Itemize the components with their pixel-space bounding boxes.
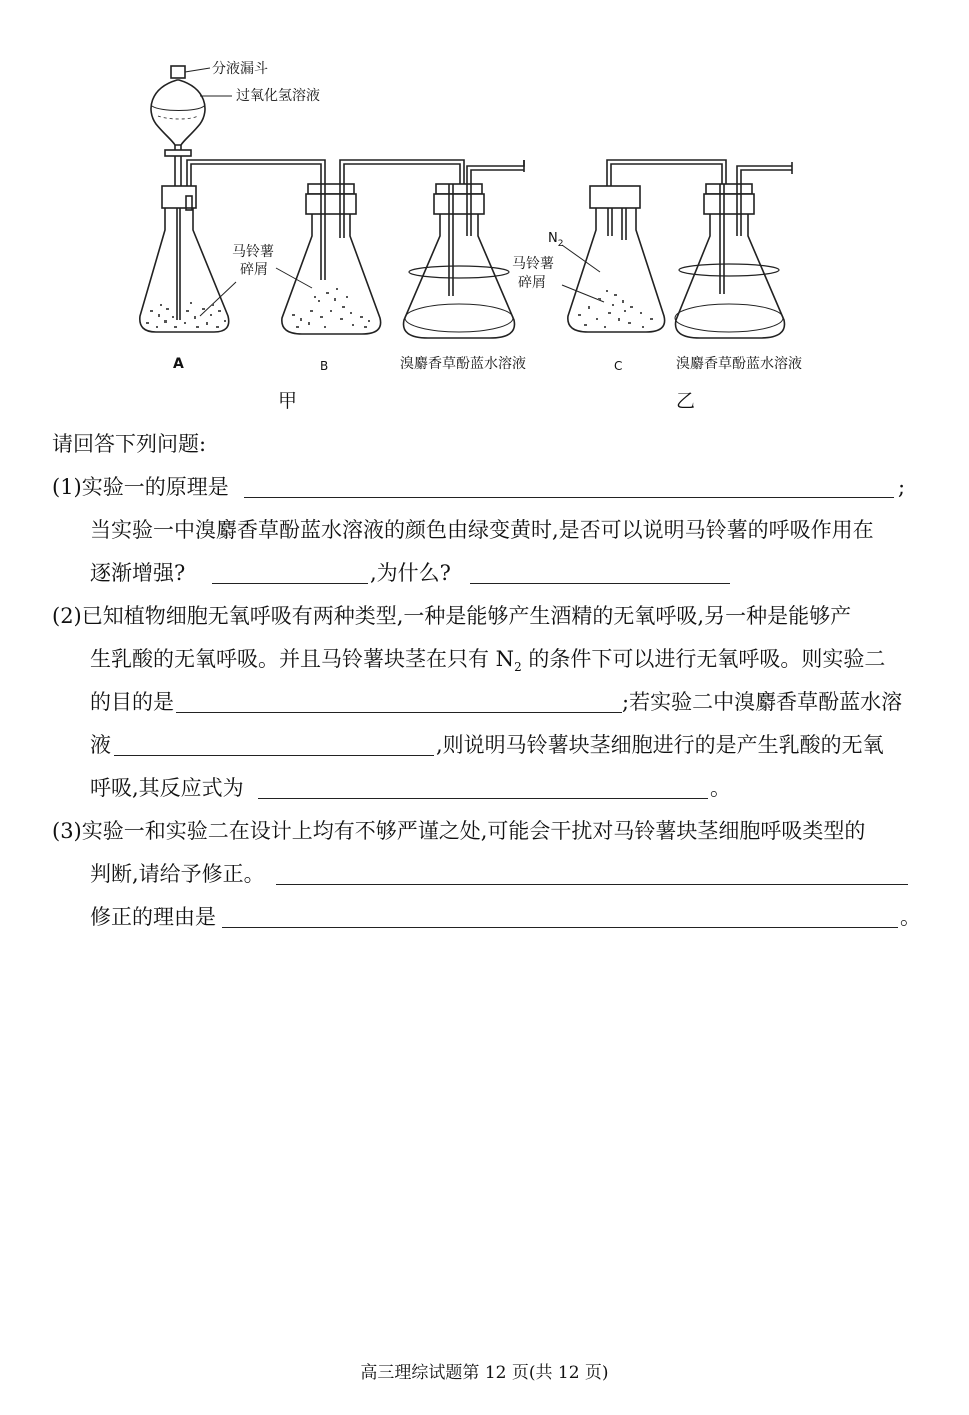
caption-yi: 乙 [676,390,696,412]
caption-jia: 甲 [278,390,298,412]
q2-answer-equation[interactable] [258,798,708,799]
q3-line-2 [0,854,969,894]
apparatus-figure [0,0,969,420]
label-h2o2: 过氧化氢溶液 [236,88,320,104]
label-potato-b-2: 碎屑 [240,262,268,278]
q2-line-4 [0,725,969,765]
q3-line-3 [0,897,969,937]
q1-answer-principle[interactable] [244,497,894,498]
q2-text-5b: 。 [710,776,731,800]
delivery-tube-a-b [187,160,325,184]
q1-answer-reason[interactable] [470,583,730,584]
label-solution-2: 溴麝香草酚蓝水溶液 [676,356,802,372]
label-potato-c-2: 碎屑 [518,275,546,291]
intro-text: 请回答下列问题: [52,432,207,456]
q3-text-2: 判断,请给予修正。 [90,862,265,886]
label-flask-c: C [614,359,623,373]
q1-line-3 [0,553,969,593]
q2-text-1: (2)已知植物细胞无氧呼吸有两种类型,一种是能够产生酒精的无氧呼吸,另一种是能够产 [52,604,852,628]
q2-line-5 [0,768,969,808]
flask-bromothymol-2 [675,162,792,338]
q1-text-2: 当实验一中溴麝香草酚蓝水溶液的颜色由绿变黄时,是否可以说明马铃薯的呼吸作用在 [90,518,874,542]
q3-answer-reason[interactable] [222,927,898,928]
intro-line [0,424,969,464]
q1-text-1: (1)实验一的原理是 [52,475,229,499]
delivery-tube-yi [607,160,726,186]
label-potato-c-1: 马铃薯 [512,256,554,272]
q1-semicolon: ; [898,475,906,499]
q2-text-3b: ;若实验二中溴麝香草酚蓝水溶 [622,690,903,714]
q3-text-3a: 修正的理由是 [90,905,216,929]
q1-line-1 [0,467,969,507]
q1-text-3b: ,为什么? [370,561,451,585]
q1-answer-yesno[interactable] [212,583,368,584]
q3-answer-correction[interactable] [276,884,908,885]
label-potato-b-1: 马铃薯 [232,244,274,260]
label-flask-b: B [320,359,329,373]
q2-line-2 [0,639,969,679]
q2-text-3a: 的目的是 [90,690,174,714]
q1-text-3a: 逐渐增强? [90,561,186,585]
q2-line-1 [0,596,969,636]
q2-text-2: 生乳酸的无氧呼吸。并且马铃薯块茎在只有 $N_2$ 的条件下可以进行无氧呼吸。则实验二 [90,647,886,675]
q2-answer-color[interactable] [114,755,434,756]
q2-text-5a: 呼吸,其反应式为 [90,776,244,800]
label-n2: $N_2$ [548,231,564,249]
potato-scraps-a [146,302,226,328]
q2-text-4a: 液 [90,733,111,757]
potato-scraps-b [292,288,370,328]
flask-a [140,166,229,332]
q3-text-1: (3)实验一和实验二在设计上均有不够严谨之处,可能会干扰对马铃薯块茎细胞呼吸类型的 [52,819,866,843]
q3-text-3b: 。 [900,905,921,929]
label-funnel: 分液漏斗 [212,61,268,77]
flask-bromothymol-1 [404,160,525,338]
page-footer: 高三理综试题第 12 页(共 12 页) [360,1363,609,1383]
q1-line-2 [0,510,969,550]
q2-text-4b: ,则说明马铃薯块茎细胞进行的是产生乳酸的无氧 [436,733,884,757]
label-flask-a: A [173,356,184,372]
q3-line-1 [0,811,969,851]
q2-line-3 [0,682,969,722]
label-solution-1: 溴麝香草酚蓝水溶液 [400,356,526,372]
q2-answer-purpose[interactable] [176,712,622,713]
